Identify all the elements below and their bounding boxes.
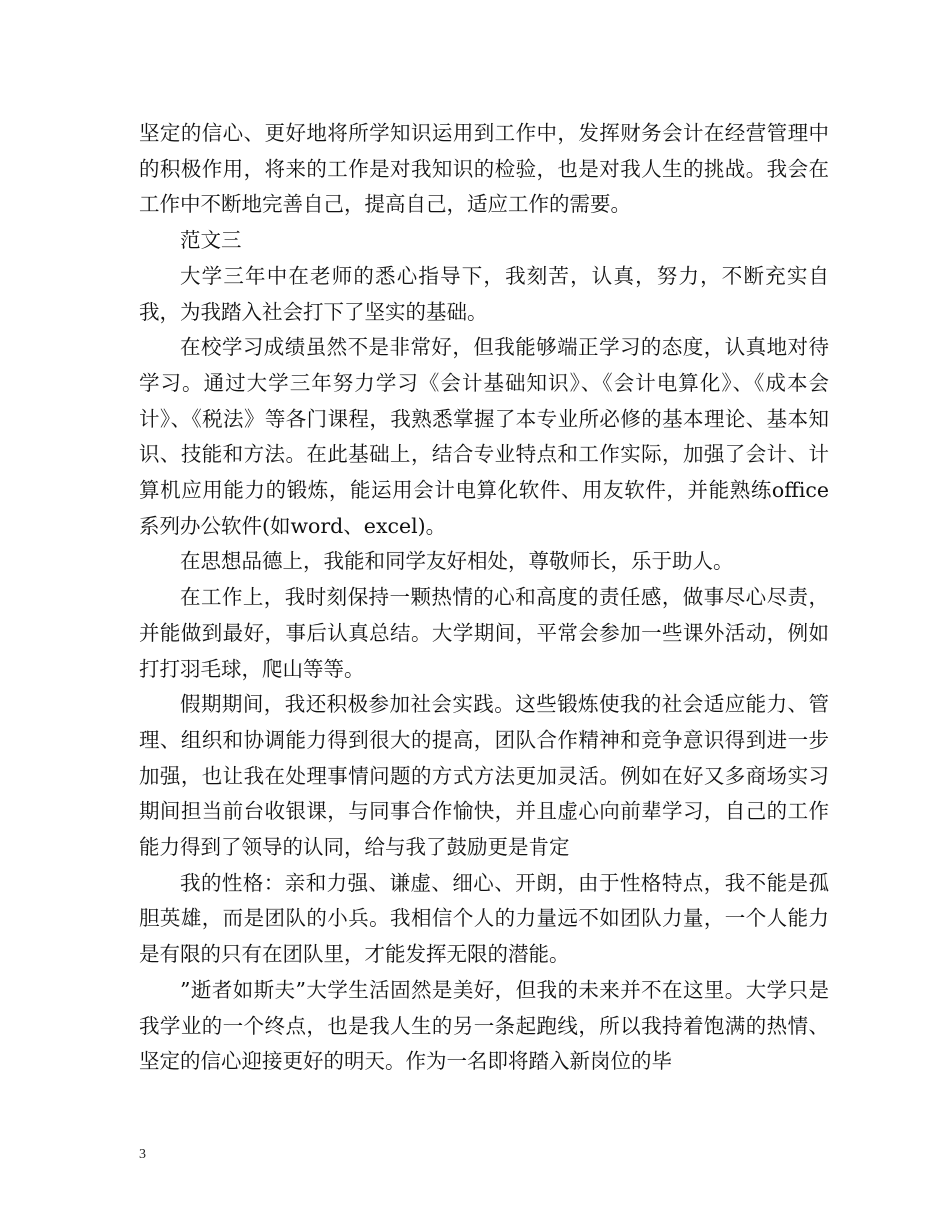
paragraph-5: 在思想品德上，我能和同学友好相处，尊敬师长，乐于助人。 (180, 549, 734, 574)
paragraph-8: 我的性格：亲和力强、谦虚、细心、开朗，由于性格特点，我不能是孤胆英雄，而是团队的小兵。我相信个人的力量远不如团队力量，一个人能力是有限的只有在团队里，才能发挥无限的潜能。 (139, 870, 829, 967)
paragraph-1: 坚定的信心、更好地将所学知识运用到工作中，发挥财务会计在经营管理中的积极作用，将来的工作是对我知识的检验，也是对我人生的挑战。我会在工作中不断地完善自己，提高自己，适应工作的需要。 (139, 121, 829, 217)
paragraph-4: 在校学习成绩虽然不是非常好，但我能够端正学习的态度，认真地对待学习。通过大学三年努力学习《会计基础知识》、《会计电算化》、《成本会计》、《税法》等各门课程，我熟悉掌握了本专业所必修的基本理论、基本知识、技能和方法。在此基础上，结合专业特点和工作实际，加强了会计、计算机应用能力的锻炼，能运用会计电算化软件、用友软件，并能熟练office系列办公软件(如word、excel)。 (139, 335, 829, 538)
paragraph-3: 大学三年中在老师的悉心指导下，我刻苦，认真，努力，不断充实自我，为我踏入社会打下了坚实的基础。 (139, 263, 829, 324)
paragraph-9: ”逝者如斯夫”大学生活固然是美好，但我的未来并不在这里。大学只是我学业的一个终点，也是我人生的另一条起跑线，所以我持着饱满的热情、坚定的信心迎接更好的明天。作为一名即将踏入新岗位的毕 (139, 977, 829, 1074)
document-body (139, 116, 829, 1080)
paragraph-7: 假期期间，我还积极参加社会实践。这些锻炼使我的社会适应能力、管理、组织和协调能力得到很大的提高，团队合作精神和竞争意识得到进一步加强，也让我在处理事情问题的方式方法更加灵活。例如在好又多商场实习期间担当前台收银课，与同事合作愉快，并且虚心向前辈学习，自己的工作能力得到了领导的认同，给与我了鼓励更是肯定 (139, 692, 829, 860)
paragraph-6: 在工作上，我时刻保持一颗热情的心和高度的责任感，做事尽心尽责，并能做到最好，事后认真总结。大学期间，平常会参加一些课外活动，例如打打羽毛球，爬山等等。 (139, 585, 829, 681)
section-heading: 范文三 (180, 228, 242, 253)
page-number: 3 (139, 1147, 146, 1162)
